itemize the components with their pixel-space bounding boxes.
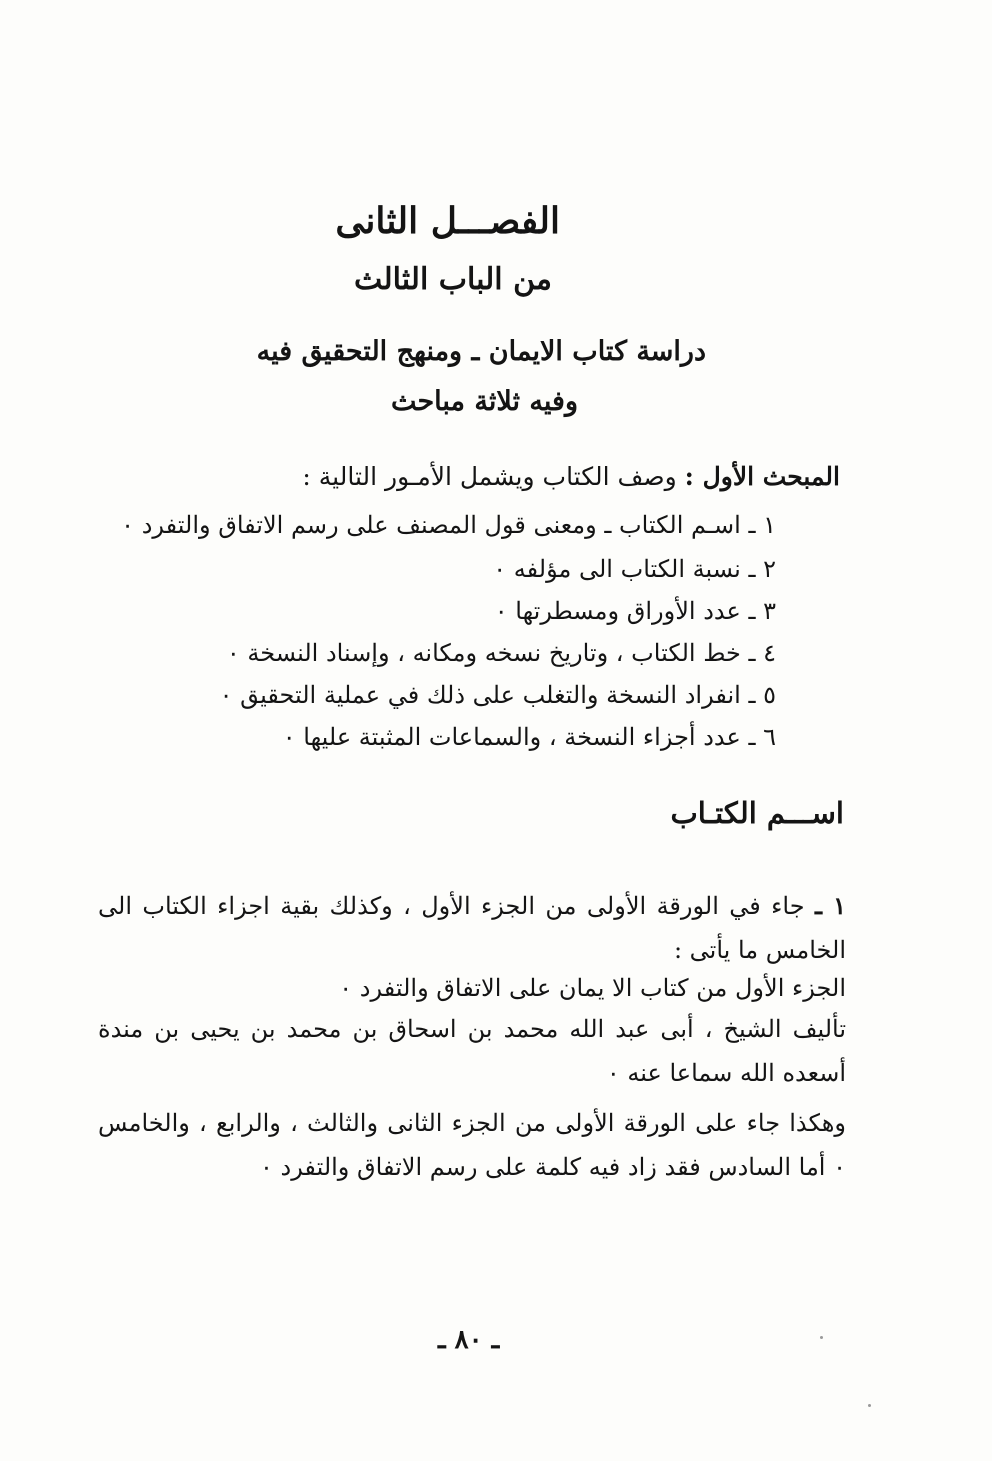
- paragraph-book-title-quote: الجزء الأول من كتاب الا يمان على الاتفاق والتفرد ٠: [339, 974, 846, 1002]
- section-heading-line-2: وفيه ثلاثة مباحث: [390, 386, 578, 417]
- scan-speck: [868, 1404, 871, 1407]
- paragraph-number: ١ ـ: [814, 891, 847, 920]
- paragraph-author-quote: تأليف الشيخ ، أبى عبد الله محمد بن اسحاق بن محمد بن يحيى بن مندة أسعده الله سماعا عنه ٠: [98, 1015, 846, 1087]
- first-topic-intro: [302, 462, 840, 491]
- page-number: ـ ٨٠ ـ: [438, 1325, 500, 1355]
- topic-list-item: ٤ ـ خط الكتاب ، وتاريخ نسخه ومكانه ، وإسناد النسخة ٠: [226, 639, 776, 667]
- paragraph-text: جاء في الورقة الأولى من الجزء الأول ، وكذلك بقية اجزاء الكتاب الى الخامس ما يأتى :: [98, 892, 846, 964]
- topic-list-item: ٢ ـ نسبة الكتاب الى مؤلفه ٠: [493, 555, 776, 583]
- chapter-title: الفصـــل الثانى: [335, 200, 560, 242]
- first-topic-description: وصف الكتاب ويشمل الأمـور التالية :: [302, 462, 685, 491]
- first-topic-label: المبحث الأول :: [684, 462, 840, 491]
- topic-list-item: ٦ ـ عدد أجزاء النسخة ، والسماعات المثبتة عليها ٠: [282, 723, 776, 751]
- topic-list-item: ٥ ـ انفراد النسخة والتغلب على ذلك في عملية التحقيق ٠: [219, 681, 776, 709]
- paragraph-first-page-title: [98, 884, 846, 972]
- part-title: من الباب الثالث: [354, 262, 552, 297]
- section-heading-line-1: دراسة كتاب الايمان ـ ومنهج التحقيق فيه: [256, 336, 706, 367]
- scan-speck: [820, 1336, 823, 1339]
- paragraph-other-parts: وهكذا جاء على الورقة الأولى من الجزء الثانى والثالث ، والرابع ، والخامس ٠ أما السادس فقد زاد فيه كلمة على رسم الاتفاق والتفرد ٠: [98, 1109, 846, 1181]
- topic-list-item: ١ ـ اسـم الكتاب ـ ومعنى قول المصنف على رسم الاتفاق والتفرد ٠: [121, 511, 776, 539]
- topic-list-item: ٣ ـ عدد الأوراق ومسطرتها ٠: [494, 597, 776, 625]
- book-name-heading: اســـم الكتـاب: [670, 796, 844, 830]
